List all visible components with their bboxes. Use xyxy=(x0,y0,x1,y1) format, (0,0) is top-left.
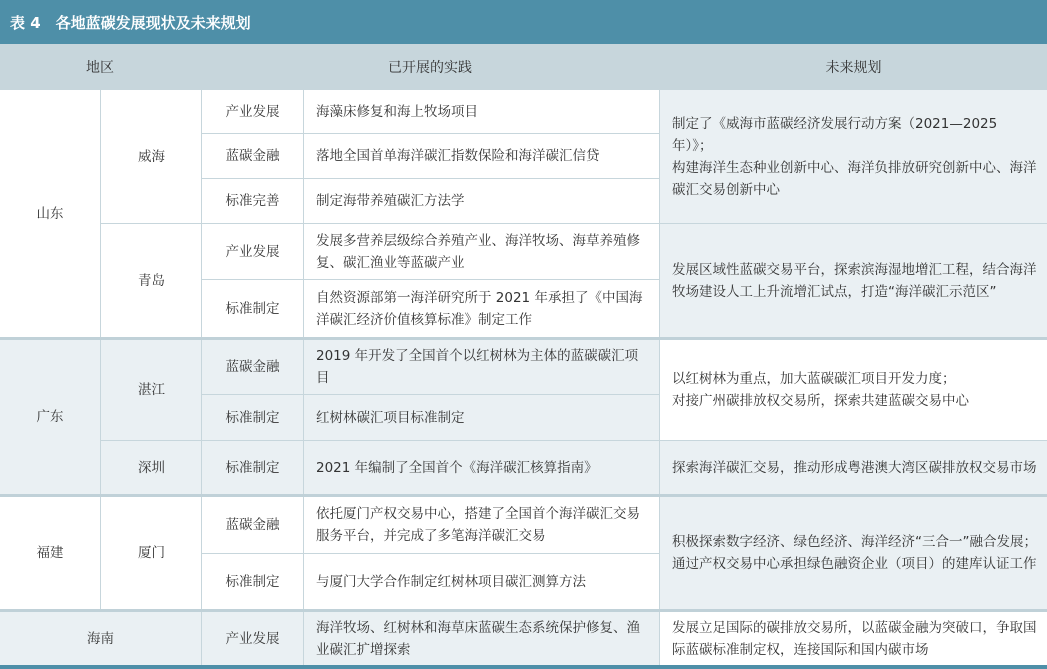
province-shandong: 山东 xyxy=(0,90,100,337)
practice-cell: 2021 年编制了全国首个《海洋碳汇核算指南》 xyxy=(304,441,659,494)
category-cell: 标准制定 xyxy=(202,395,303,440)
grid-line xyxy=(0,494,1047,497)
province-fujian: 福建 xyxy=(0,497,100,609)
grid-line xyxy=(202,553,659,554)
practice-cell: 红树林碳汇项目标准制定 xyxy=(304,395,659,440)
category-cell: 蓝碳金融 xyxy=(202,339,303,394)
practice-cell: 与厦门大学合作制定红树林项目碳汇测算方法 xyxy=(304,554,659,609)
plan-cell-zhanjiang: 以红树林为重点，加大蓝碳碳汇项目开发力度； 对接广州碳排放权交易所，探索共建蓝碳交易中心 xyxy=(660,339,1047,440)
category-cell: 标准制定 xyxy=(202,441,303,494)
category-cell: 标准制定 xyxy=(202,280,303,337)
grid-line xyxy=(202,178,659,179)
province-hainan: 海南 xyxy=(0,612,201,665)
plan-cell-shenzhen: 探索海洋碳汇交易，推动形成粤港澳大湾区碳排放权交易市场 xyxy=(660,441,1047,494)
grid-line xyxy=(202,279,659,280)
grid-line xyxy=(101,223,1047,224)
grid-line xyxy=(201,44,202,665)
practice-cell: 发展多营养层级综合养殖产业、海洋牧场、海草养殖修复、碳汇渔业等蓝碳产业 xyxy=(304,224,659,279)
grid-line xyxy=(0,609,1047,612)
grid-line xyxy=(100,90,101,609)
grid-line xyxy=(101,440,1047,441)
category-cell: 蓝碳金融 xyxy=(202,134,303,178)
plan-cell-xiamen: 积极探索数字经济、绿色经济、海洋经济“三合一”融合发展； 通过产权交易中心承担绿色融资企业（项目）的建库认证工作 xyxy=(660,497,1047,609)
practice-cell: 依托厦门产权交易中心，搭建了全国首个海洋碳汇交易服务平台，并完成了多笔海洋碳汇交易 xyxy=(304,497,659,553)
grid-line xyxy=(303,90,304,665)
grid-line xyxy=(202,133,659,134)
plan-cell-weihai: 制定了《威海市蓝碳经济发展行动方案（2021—2025 年）》； 构建海洋生态种业创新中心、海洋负排放研究创新中心、海洋碳汇交易创新中心 xyxy=(660,90,1047,223)
category-cell: 产业发展 xyxy=(202,224,303,279)
plan-cell-hainan: 发展立足国际的碳排放交易所，以蓝碳金融为突破口，争取国际蓝碳标准制定权，连接国际和国内碳市场 xyxy=(660,612,1047,665)
category-cell: 产业发展 xyxy=(202,612,303,665)
category-cell: 标准完善 xyxy=(202,179,303,223)
header-practice: 已开展的实践 xyxy=(388,60,472,76)
practice-cell: 自然资源部第一海洋研究所于 2021 年承担了《中国海洋碳汇经济价值核算标准》制定工作 xyxy=(304,280,659,337)
grid-line xyxy=(0,337,1047,340)
header-plan: 未来规划 xyxy=(825,60,882,76)
city-shenzhen: 深圳 xyxy=(101,441,202,494)
grid-line xyxy=(202,394,659,395)
header-region: 地区 xyxy=(86,60,114,76)
grid-line xyxy=(659,44,660,665)
table-title: 表 4 各地蓝碳发展现状及未来规划 xyxy=(0,0,1047,44)
practice-cell: 海藻床修复和海上牧场项目 xyxy=(304,90,659,133)
practice-cell: 海洋牧场、红树林和海草床蓝碳生态系统保护修复、渔业碳汇扩增探索 xyxy=(304,612,659,665)
category-cell: 标准制定 xyxy=(202,554,303,609)
table-bottom-border xyxy=(0,665,1047,669)
city-weihai: 威海 xyxy=(101,90,202,223)
practice-cell: 2019 年开发了全国首个以红树林为主体的蓝碳碳汇项目 xyxy=(304,339,659,394)
category-cell: 蓝碳金融 xyxy=(202,497,303,553)
category-cell: 产业发展 xyxy=(202,90,303,133)
practice-cell: 制定海带养殖碳汇方法学 xyxy=(304,179,659,223)
city-qingdao: 青岛 xyxy=(101,224,202,337)
city-zhanjiang: 湛江 xyxy=(101,339,202,440)
practice-cell: 落地全国首单海洋碳汇指数保险和海洋碳汇信贷 xyxy=(304,134,659,178)
table-header xyxy=(0,44,1047,90)
plan-cell-qingdao: 发展区域性蓝碳交易平台，探索滨海湿地增汇工程，结合海洋牧场建设人工上升流增汇试点，打造“海洋碳汇示范区” xyxy=(660,224,1047,337)
city-xiamen: 厦门 xyxy=(101,497,202,609)
province-guangdong: 广东 xyxy=(0,339,100,494)
